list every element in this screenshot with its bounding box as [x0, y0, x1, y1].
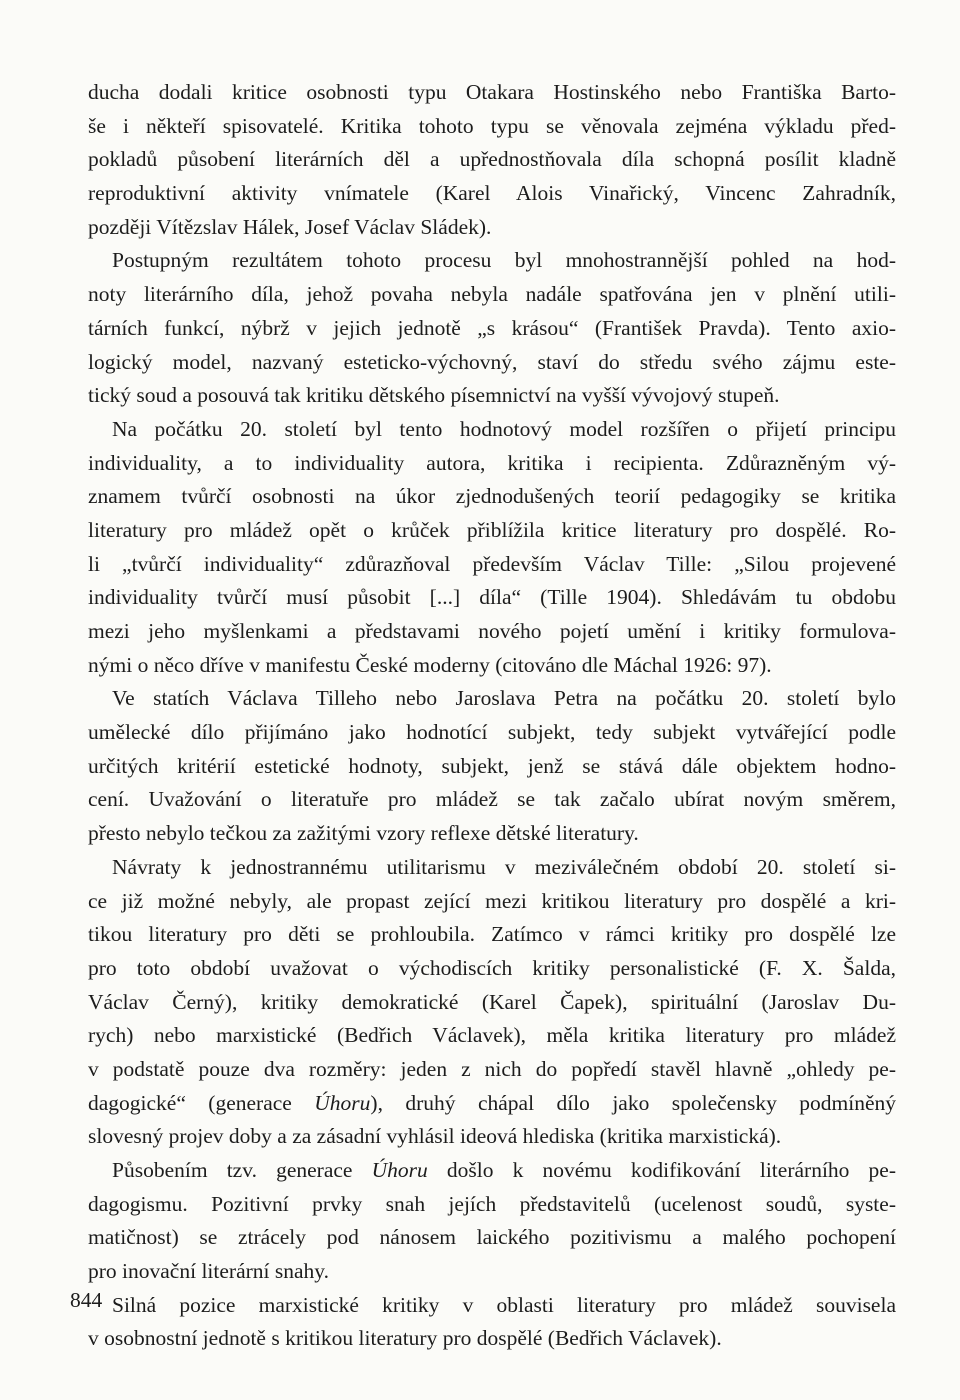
text-line: znamem tvůrčí osobnosti na úkor zjednodušených teorií pedagogiky se kritika: [88, 484, 896, 509]
text-line: noty literárního díla, jehož povaha nebyla nadále spatřována jen v plnění utili-: [88, 282, 896, 307]
text-line: Postupným rezultátem tohoto procesu byl mnohostrannější pohled na hod-: [112, 248, 896, 273]
text-line: literatury pro mládež opět o krůček přiblížila kritice literatury pro dospělé. Ro-: [88, 517, 896, 542]
text-line: Působením tzv. generace Úhoru došlo k novému kodifikování literárního pe-: [112, 1158, 896, 1182]
body-text: [88, 76, 896, 1356]
text-line: pro toto období uvažovat o východiscích kritiky personalistické (F. X. Šalda,: [88, 955, 896, 980]
text-line: ce již možné nebyly, ale propast zející mezi kritikou literatury pro dospělé a kri-: [88, 888, 896, 913]
text-line: ducha dodali kritice osobnosti typu Otakara Hostinského nebo Františka Barto-: [88, 80, 896, 104]
text-line: tárních funkcí, nýbrž v jejich jednotě „s krásou“ (František Pravda). Tento axio-: [88, 315, 896, 340]
text-line: v osobnostní jednotě s kritikou literatury pro dospělé (Bedřich Václavek).: [88, 1326, 722, 1351]
text-line: Ve statích Václava Tilleho nebo Jaroslava Petra na počátku 20. století bylo: [112, 686, 896, 711]
text-line: mezi jeho myšlenkami a představami nového pojetí umění i kritiky formulova-: [88, 619, 896, 643]
text-line: Silná pozice marxistické kritiky v oblasti literatury pro mládež souvisela: [112, 1292, 896, 1317]
text-line: nými o něco dříve v manifestu České moderny (citováno dle Máchal 1926: 97).: [88, 652, 772, 677]
text-line: dagogické“ (generace Úhoru), druhý chápal dílo jako společensky podmíněný: [88, 1090, 896, 1115]
text-line: cení. Uvažování o literatuře pro mládež se tak začalo ubírat novým směrem,: [88, 787, 896, 812]
text-line: Návraty k jednostrannému utilitarismu v meziválečném období 20. století si-: [112, 854, 896, 879]
text-line: přesto nebylo tečkou za zažitými vzory reflexe dětské literatury.: [88, 821, 639, 846]
text-line: Na počátku 20. století byl tento hodnotový model rozšířen o přijetí principu: [112, 416, 896, 441]
text-line: logický model, nazvaný esteticko-výchovný, staví do středu svého zájmu este-: [88, 349, 896, 374]
text-line: slovesný projev doby a za zásadní vyhlásil ideová hlediska (kritika marxistická).: [88, 1124, 782, 1149]
text-line: li „tvůrčí individuality“ zdůrazňoval především Václav Tille: „Silou projevené: [88, 551, 896, 576]
text-line: še i někteří spisovatelé. Kritika tohoto typu se věnovala zejména výkladu před-: [88, 113, 896, 138]
text-line: tický soud a posouvá tak kritiku dětského písemnictví na vyšší vývojový stupeň.: [88, 383, 780, 408]
text-line: individuality, a to individuality autora, kritika i recipienta. Zdůrazněným vý-: [88, 450, 896, 475]
page-number: 844: [70, 1288, 103, 1312]
text-line: rych) nebo marxistické (Bedřich Václavek), měla kritika literatury pro mládež: [88, 1023, 896, 1048]
text-line: individuality tvůrčí musí působit [...] díla“ (Tille 1904). Shledávám tu obdobu: [88, 585, 896, 610]
text-line: pokladů působení literárních děl a upřednostňovala díla schopná posílit kladně: [88, 147, 896, 172]
text-line: matičnost) se ztrácely pod nánosem laického pozitivismu a malého pochopení: [88, 1225, 896, 1250]
text-line: v podstatě pouze dva rozměry: jeden z nich do popředí stavěl hlavně „ohledy pe-: [88, 1056, 896, 1081]
text-line: pro inovační literární snahy.: [88, 1259, 330, 1284]
text-line: reproduktivní aktivity vnímatele (Karel Alois Vinařický, Vincenc Zahradník,: [88, 181, 896, 206]
text-line: Václav Černý), kritiky demokratické (Karel Čapek), spirituální (Jaroslav Du-: [88, 989, 896, 1014]
text-line: umělecké dílo přijímáno jako hodnotící subjekt, tedy subjekt vytvářející podle: [88, 720, 896, 745]
text-line: určitých kritérií estetické hodnoty, subjekt, jenž se stává dále objektem hodno-: [88, 753, 896, 778]
text-line: tikou literatury pro děti se prohloubila. Zatímco v rámci kritiky pro dospělé lze: [88, 922, 896, 947]
text-line: dagogismu. Pozitivní prvky snah jejích představitelů (ucelenost soudů, syste-: [88, 1191, 896, 1216]
text-line: později Vítězslav Hálek, Josef Václav Sládek).: [88, 214, 492, 239]
